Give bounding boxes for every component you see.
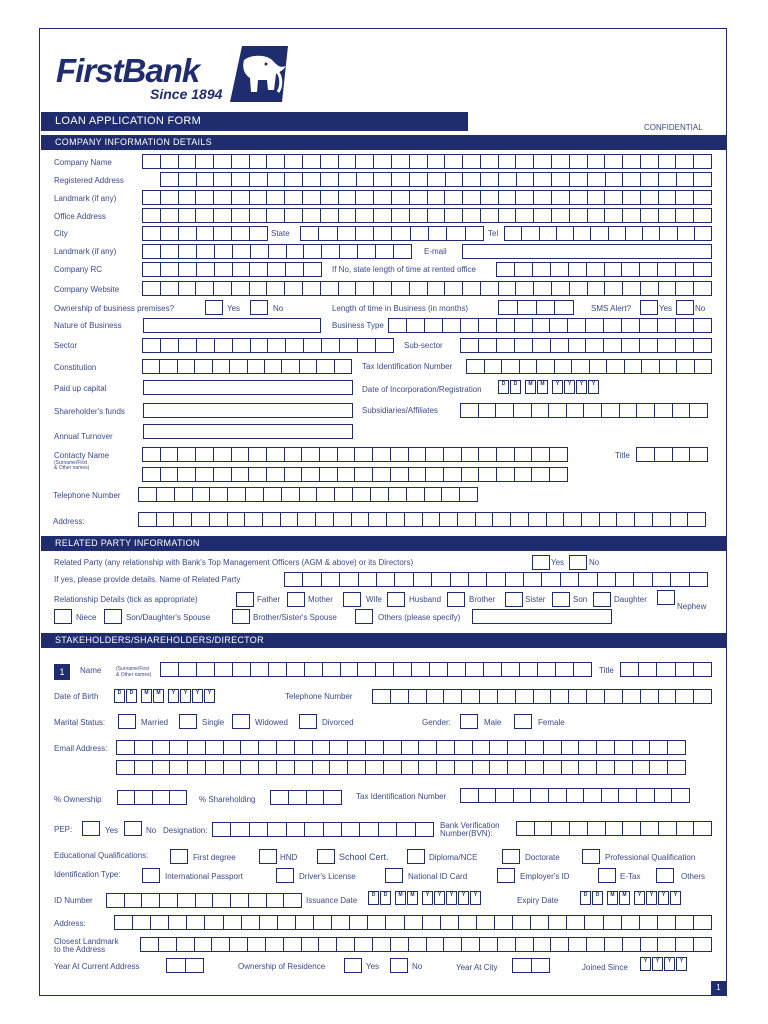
checkbox-single[interactable] [179,714,197,729]
label-son: Son [573,595,588,604]
checkbox-son[interactable] [552,592,570,607]
year-cell: Y [552,380,563,394]
section-related: RELATED PARTY INFORMATION [41,536,727,551]
label-related-question: Related Party (any relationship with Bank's Top Management Officers (AGM & above) or its Directors) [54,558,414,567]
checkbox-res-yes[interactable] [344,958,362,973]
label-company-website: Company Website [54,285,120,294]
checkbox-professional[interactable] [582,849,600,864]
checkbox-brother[interactable] [447,592,465,607]
label-registered-address: Registered Address [54,176,124,185]
checkbox-brother-sister-spouse[interactable] [232,609,250,624]
year-cell: Y [564,380,575,394]
input-telephone[interactable] [138,487,478,502]
input-landmark-2[interactable] [142,244,412,259]
input-sub-sector[interactable] [460,338,712,353]
label-others-id: Others [681,872,706,881]
checkbox-sms-yes[interactable] [640,300,658,315]
label-ownership-yes: Yes [227,304,241,313]
label-stake-tin: Tax Identification Number [356,792,447,801]
label-office-address: Office Address [54,212,106,221]
bank-logo [56,50,296,106]
label-brother: Brother [469,595,496,604]
day-cell: D [580,891,591,905]
label-nature: Nature of Business [54,321,122,330]
year-cell: Y [422,891,433,905]
day-cell: D [498,380,509,394]
year-cell: Y [652,957,663,971]
checkbox-widowed[interactable] [232,714,250,729]
checkbox-hnd[interactable] [259,849,277,864]
checkbox-passport[interactable] [142,868,160,883]
month-cell: M [395,891,406,905]
input-stake-tin[interactable] [460,788,690,803]
section-company: COMPANY INFORMATION DETAILS [41,135,727,150]
label-year-current: Year At Current Address [54,962,140,971]
input-length-time[interactable] [498,300,574,315]
input-contact-title[interactable] [636,447,708,462]
input-city[interactable] [142,226,268,241]
checkbox-related-no[interactable] [569,555,587,570]
label-designation: Designation: [163,826,208,835]
checkbox-sms-no[interactable] [676,300,694,315]
checkbox-husband[interactable] [387,592,405,607]
label-expiry: Expiry Date [517,896,559,905]
label-widowed: Widowed [255,718,288,727]
year-cell: Y [640,957,651,971]
label-related-no: No [589,558,600,567]
month-cell: M [153,689,164,703]
day-cell: D [510,380,521,394]
day-cell: D [368,891,379,905]
year-cell: Y [634,891,645,905]
year-cell: Y [670,891,681,905]
label-husband: Husband [409,595,442,604]
label-name-note2: & Other names) [116,672,152,678]
checkbox-female[interactable] [514,714,532,729]
day-cell: D [380,891,391,905]
checkbox-daughter[interactable] [593,592,611,607]
checkbox-ownership-no[interactable] [250,300,268,315]
checkbox-diploma[interactable] [407,849,425,864]
input-company-name[interactable] [142,154,712,169]
input-subsidiaries[interactable] [460,403,708,418]
label-paid-up: Paid up capital [54,384,107,393]
label-res-no: No [412,962,423,971]
input-email[interactable] [462,244,712,259]
label-constitution: Constitution [54,363,97,372]
label-school-cert: School Cert. [339,852,389,862]
label-related-yes: Yes [551,558,565,567]
checkbox-divorced[interactable] [299,714,317,729]
input-shareholders-funds[interactable] [143,403,353,418]
input-ownership-pct[interactable] [117,790,187,805]
input-constitution[interactable] [142,359,352,374]
checkbox-first-degree[interactable] [170,849,188,864]
input-stake-email-2[interactable] [116,760,686,775]
label-id-number: ID Number [54,896,93,905]
year-cell: Y [192,689,203,703]
label-male: Male [484,718,502,727]
input-annual-turnover[interactable] [143,424,353,439]
label-length-time: Length of time in Business (in months) [332,304,469,313]
day-cell: D [592,891,603,905]
input-state[interactable] [300,226,484,241]
label-pep-yes: Yes [105,826,119,835]
label-related-details: If yes, please provide details. Name of Related Party [54,575,241,584]
label-doctorate: Doctorate [525,853,560,862]
label-married: Married [141,718,169,727]
label-sms-no: No [695,304,706,313]
year-cell: Y [458,891,469,905]
label-niece: Niece [76,613,97,622]
label-female: Female [538,718,565,727]
input-stakeholder-name[interactable] [160,662,592,677]
checkbox-res-no[interactable] [390,958,408,973]
month-cell: M [407,891,418,905]
checkbox-sister[interactable] [505,592,523,607]
label-date-inc: Date of Incorporation/Registration [362,385,482,394]
input-landmark[interactable] [142,190,712,205]
label-daughter: Daughter [614,595,647,604]
input-designation[interactable] [212,822,434,837]
input-rented-time[interactable] [496,262,712,277]
label-single: Single [202,718,225,727]
label-closest-1: Closest Landmark [54,937,119,946]
label-shareholders-funds: Shareholder's funds [54,407,125,416]
label-name: Name [80,666,102,675]
input-office-address[interactable] [142,208,712,223]
label-nephew: Nephew [677,602,707,611]
label-relationship: Relationship Details (tick as appropriate) [54,595,198,604]
label-sms-alert: SMS Alert? [591,304,632,313]
checkbox-related-yes[interactable] [532,555,550,570]
month-cell: M [525,380,536,394]
checkbox-father[interactable] [236,592,254,607]
elephant-icon [230,46,288,102]
year-cell: Y [204,689,215,703]
label-hnd: HND [280,853,298,862]
input-contact-name-1[interactable] [142,447,568,462]
checkbox-school-cert[interactable] [317,849,335,864]
label-sms-yes: Yes [659,304,673,313]
label-contact-note2: & Other names) [54,465,90,471]
month-cell: M [607,891,618,905]
label-brother-sister-spouse: Brother/Sister's Spouse [253,613,337,622]
year-cell: Y [168,689,179,703]
label-rented-note: If No, state length of time at rented office [332,265,476,274]
label-edu: Educational Qualifications: [54,851,149,860]
input-shareholding[interactable] [270,790,342,805]
checkbox-drivers[interactable] [276,868,294,883]
checkbox-national-id[interactable] [385,868,403,883]
label-email: E-mail [424,247,447,256]
label-drivers: Driver's License [299,872,356,881]
year-cell: Y [588,380,599,394]
label-company-rc: Company RC [54,265,103,274]
label-ownership: Ownership of business premises? [54,304,175,313]
input-tel[interactable] [504,226,712,241]
date-incorporation[interactable] [498,380,600,394]
label-landmark: Landmark (if any) [54,194,117,203]
label-passport: International Passport [165,872,243,881]
input-bvn[interactable] [516,821,712,836]
date-joined[interactable] [640,957,688,971]
day-cell: D [126,689,137,703]
date-of-birth[interactable] [114,689,216,703]
input-paid-up[interactable] [143,380,353,395]
bank-name: FirstBank [56,52,200,89]
checkbox-male[interactable] [460,714,478,729]
label-name-note1: (Surname/First [116,666,150,672]
label-ownership-pct: % Ownership [54,795,102,804]
input-business-type[interactable] [388,318,712,333]
label-father: Father [257,595,281,604]
stakeholder-number: 1 [54,664,70,680]
label-business-type: Business Type [332,321,384,330]
checkbox-mother[interactable] [287,592,305,607]
section-stakeholders: STAKEHOLDERS/SHAREHOLDERS/DIRECTOR [41,633,727,648]
checkbox-pep-yes[interactable] [82,821,100,836]
label-bvn-1: Bank Verification [440,821,500,830]
month-cell: M [619,891,630,905]
label-subsidiaries: Subsidiaries/Affiliates [362,406,438,415]
date-issuance[interactable] [368,891,482,905]
label-gender: Gender: [422,718,451,727]
label-sub-sector: Sub-sector [404,341,443,350]
label-issuance: Issuance Date [306,896,358,905]
page-number: 1 [711,981,726,995]
label-diploma: Diploma/NCE [429,853,478,862]
label-year-city: Year At City [456,963,498,972]
label-national-id: National ID Card [408,872,468,881]
checkbox-nephew[interactable] [657,590,675,605]
checkbox-doctorate[interactable] [502,849,520,864]
input-stake-title[interactable] [620,662,712,677]
input-company-website[interactable] [142,281,712,296]
input-nature[interactable] [143,318,321,333]
label-wife: Wife [366,595,382,604]
input-contact-name-2[interactable] [142,467,568,482]
input-stake-address[interactable] [114,915,712,930]
label-stake-address: Address: [54,919,86,928]
label-tin: Tax Identification Number [362,362,453,371]
checkbox-others[interactable] [355,609,373,624]
input-closest-landmark[interactable] [140,937,712,952]
label-pep-no: No [146,826,157,835]
label-pep: PEP: [54,825,73,834]
year-cell: Y [664,957,675,971]
label-stake-telephone: Telephone Number [285,692,353,701]
input-id-number[interactable] [106,893,302,908]
label-annual-turnover: Annual Turnover [54,432,113,441]
input-company-rc[interactable] [142,262,322,277]
label-contact-title: Title [615,451,630,460]
checkbox-son-daughter-spouse[interactable] [104,609,122,624]
label-stake-title: Title [599,666,614,675]
date-expiry[interactable] [580,891,682,905]
label-marital: Marital Status: [54,718,106,727]
label-contact-note1: (Surname/First [54,460,88,466]
year-cell: Y [576,380,587,394]
label-res-yes: Yes [366,962,380,971]
year-cell: Y [434,891,445,905]
input-others-specify[interactable] [472,609,612,624]
month-cell: M [537,380,548,394]
bank-since: Since 1894 [150,86,223,102]
input-address[interactable] [138,512,706,527]
checkbox-employer-id[interactable] [497,868,515,883]
checkbox-ownership-yes[interactable] [205,300,223,315]
label-address: Address: [53,517,85,526]
label-ownership-no: No [273,304,284,313]
label-ownership-res: Ownership of Residence [238,962,326,971]
checkbox-pep-no[interactable] [124,821,142,836]
checkbox-niece[interactable] [54,609,72,624]
label-stake-email: Email Address: [54,744,108,753]
input-sector[interactable] [142,338,394,353]
year-cell: Y [470,891,481,905]
label-joined: Joined Since [582,963,628,972]
label-first-degree: First degree [193,853,236,862]
label-bvn-2: Number(BVN): [440,829,493,838]
checkbox-married[interactable] [118,714,136,729]
label-id-type: Identification Type: [54,870,121,879]
input-related-name[interactable] [284,572,708,587]
checkbox-others-id[interactable] [656,868,674,883]
label-others: Others (please specify) [378,613,461,622]
input-year-city[interactable] [512,958,550,973]
label-telephone: Telephone Number [53,491,121,500]
label-contact-name: Contacty Name [54,451,110,460]
label-mother: Mother [308,595,333,604]
checkbox-etax[interactable] [598,868,616,883]
input-stake-email-1[interactable] [116,740,686,755]
year-cell: Y [180,689,191,703]
form-title: LOAN APPLICATION FORM [41,112,468,131]
label-state: State [271,229,290,238]
confidential-label: CONFIDENTIAL [644,123,703,132]
input-year-current[interactable] [166,958,204,973]
label-divorced: Divorced [322,718,354,727]
label-employer-id: Employer's ID [520,872,570,881]
label-son-daughter-spouse: Son/Daughter's Spouse [126,613,211,622]
label-professional: Professional Qualification [605,853,696,862]
label-company-name: Company Name [54,158,112,167]
year-cell: Y [658,891,669,905]
label-city: City [54,229,68,238]
input-registered-address[interactable] [160,172,712,187]
input-stake-telephone[interactable] [372,689,712,704]
label-dob: Date of Birth [54,692,99,701]
day-cell: D [114,689,125,703]
label-landmark-2: Landmark (if any) [54,247,117,256]
checkbox-wife[interactable] [343,592,361,607]
input-tin[interactable] [466,359,712,374]
year-cell: Y [446,891,457,905]
year-cell: Y [676,957,687,971]
label-shareholding: % Shareholding [199,795,256,804]
year-cell: Y [646,891,657,905]
label-etax: E-Tax [620,872,641,881]
label-sister: Sister [525,595,546,604]
label-sector: Sector [54,341,78,350]
label-closest-2: to the Address [54,945,106,954]
month-cell: M [141,689,152,703]
label-tel: Tel [488,229,499,238]
